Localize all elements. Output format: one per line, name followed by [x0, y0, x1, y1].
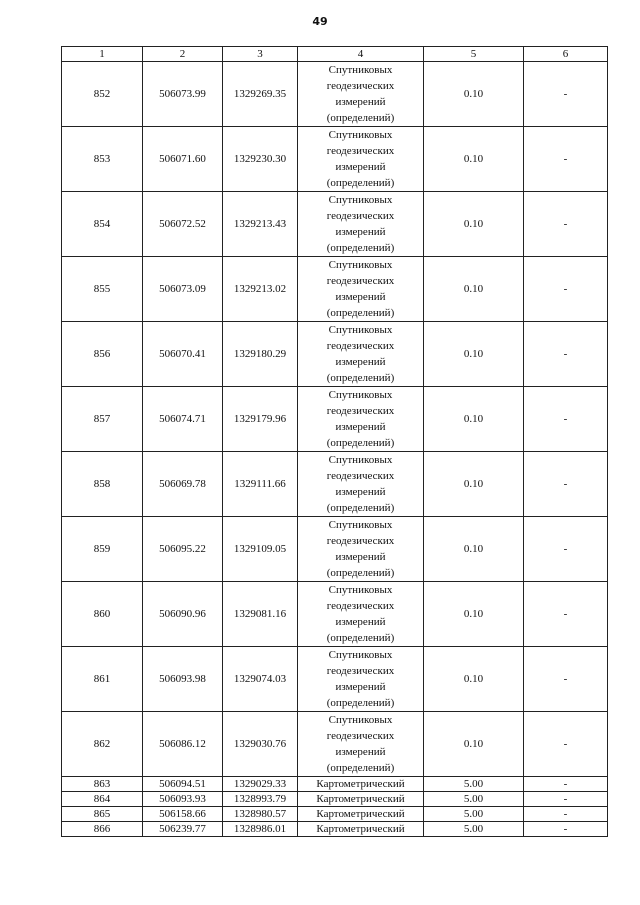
point-number-cell: 855: [62, 257, 143, 322]
table-row: [62, 792, 608, 807]
table-row: [62, 582, 608, 647]
point-number-cell: 861: [62, 647, 143, 712]
note-cell: -: [524, 322, 608, 387]
y-coordinate-cell: 1329111.66: [223, 452, 298, 517]
y-coordinate-cell: 1329213.02: [223, 257, 298, 322]
note-cell: -: [524, 822, 608, 837]
method-line: (определений): [326, 307, 395, 319]
method-line: (определений): [326, 697, 395, 709]
accuracy-cell: 0.10: [424, 192, 524, 257]
method-line: Спутниковых: [328, 194, 393, 206]
point-number-cell: 856: [62, 322, 143, 387]
method-cell: [298, 807, 424, 822]
method-line: (определений): [326, 372, 395, 384]
method-line: (определений): [326, 762, 395, 774]
point-number-cell: 862: [62, 712, 143, 777]
x-coordinate-cell: 506072.52: [143, 192, 223, 257]
accuracy-cell: 0.10: [424, 582, 524, 647]
method-line: Спутниковых: [328, 649, 393, 661]
x-coordinate-cell: 506239.77: [143, 822, 223, 837]
method-line: (определений): [326, 502, 395, 514]
y-coordinate-cell: 1329109.05: [223, 517, 298, 582]
method-line: (определений): [326, 112, 395, 124]
method-line: (определений): [326, 632, 395, 644]
y-coordinate-cell: 1329030.76: [223, 712, 298, 777]
y-coordinate-cell: 1329029.33: [223, 777, 298, 792]
note-cell: -: [524, 712, 608, 777]
point-number-cell: 865: [62, 807, 143, 822]
method-line: Картометрический: [316, 777, 405, 790]
table-row: [62, 517, 608, 582]
method-line: (определений): [326, 567, 395, 579]
accuracy-cell: 0.10: [424, 257, 524, 322]
header-cell: 1: [62, 47, 143, 62]
point-number-cell: 859: [62, 517, 143, 582]
method-cell: [298, 127, 424, 192]
method-line: Спутниковых: [328, 454, 393, 466]
x-coordinate-cell: 506070.41: [143, 322, 223, 387]
header-cell: 4: [298, 47, 424, 62]
method-line: (определений): [326, 177, 395, 189]
y-coordinate-cell: 1329180.29: [223, 322, 298, 387]
y-coordinate-cell: 1328986.01: [223, 822, 298, 837]
note-cell: -: [524, 517, 608, 582]
method-line: геодезических: [326, 535, 395, 547]
method-line: измерений: [335, 681, 386, 693]
point-number-cell: 863: [62, 777, 143, 792]
x-coordinate-cell: 506073.09: [143, 257, 223, 322]
header-row: [62, 47, 608, 62]
method-line: Спутниковых: [328, 389, 393, 401]
table-row: [62, 807, 608, 822]
accuracy-cell: 0.10: [424, 517, 524, 582]
method-line: измерений: [335, 746, 386, 758]
y-coordinate-cell: 1329269.35: [223, 62, 298, 127]
y-coordinate-cell: 1328993.79: [223, 792, 298, 807]
method-line: геодезических: [326, 470, 395, 482]
header-cell: 2: [143, 47, 223, 62]
table-row: [62, 127, 608, 192]
x-coordinate-cell: 506074.71: [143, 387, 223, 452]
x-coordinate-cell: 506094.51: [143, 777, 223, 792]
table-row: [62, 322, 608, 387]
method-line: Картометрический: [316, 822, 405, 835]
page-number: 49: [312, 15, 328, 28]
note-cell: -: [524, 62, 608, 127]
method-cell: [298, 647, 424, 712]
note-cell: -: [524, 777, 608, 792]
method-line: измерений: [335, 226, 386, 238]
accuracy-cell: 0.10: [424, 322, 524, 387]
method-cell: [298, 452, 424, 517]
method-cell: [298, 777, 424, 792]
method-line: Спутниковых: [328, 259, 393, 271]
method-line: измерений: [335, 356, 386, 368]
accuracy-cell: 0.10: [424, 712, 524, 777]
accuracy-cell: 5.00: [424, 822, 524, 837]
table-row: [62, 192, 608, 257]
header-cell: 3: [223, 47, 298, 62]
method-line: измерений: [335, 291, 386, 303]
point-number-cell: 866: [62, 822, 143, 837]
table-row: [62, 822, 608, 837]
method-cell: [298, 517, 424, 582]
accuracy-cell: 0.10: [424, 387, 524, 452]
method-line: Спутниковых: [328, 714, 393, 726]
method-cell: [298, 322, 424, 387]
accuracy-cell: 5.00: [424, 777, 524, 792]
method-line: (определений): [326, 242, 395, 254]
method-line: Спутниковых: [328, 519, 393, 531]
x-coordinate-cell: 506090.96: [143, 582, 223, 647]
method-line: геодезических: [326, 665, 395, 677]
note-cell: -: [524, 387, 608, 452]
x-coordinate-cell: 506093.93: [143, 792, 223, 807]
x-coordinate-cell: 506093.98: [143, 647, 223, 712]
y-coordinate-cell: 1329213.43: [223, 192, 298, 257]
x-coordinate-cell: 506158.66: [143, 807, 223, 822]
method-line: измерений: [335, 96, 386, 108]
note-cell: -: [524, 807, 608, 822]
method-line: геодезических: [326, 405, 395, 417]
table-row: [62, 62, 608, 127]
accuracy-cell: 0.10: [424, 452, 524, 517]
method-line: Спутниковых: [328, 129, 393, 141]
method-line: Картометрический: [316, 792, 405, 805]
point-number-cell: 858: [62, 452, 143, 517]
method-line: Спутниковых: [328, 64, 393, 76]
method-line: геодезических: [326, 600, 395, 612]
table-row: [62, 387, 608, 452]
point-number-cell: 864: [62, 792, 143, 807]
note-cell: -: [524, 792, 608, 807]
header-cell: 6: [524, 47, 608, 62]
method-cell: [298, 62, 424, 127]
note-cell: -: [524, 582, 608, 647]
method-line: геодезических: [326, 275, 395, 287]
method-line: геодезических: [326, 730, 395, 742]
accuracy-cell: 0.10: [424, 127, 524, 192]
accuracy-cell: 0.10: [424, 62, 524, 127]
table-body: [62, 62, 608, 837]
method-cell: [298, 822, 424, 837]
note-cell: -: [524, 452, 608, 517]
method-line: Картометрический: [316, 807, 405, 820]
point-number-cell: 860: [62, 582, 143, 647]
point-number-cell: 854: [62, 192, 143, 257]
table-row: [62, 647, 608, 712]
x-coordinate-cell: 506086.12: [143, 712, 223, 777]
coordinates-table: [61, 46, 608, 837]
y-coordinate-cell: 1329081.16: [223, 582, 298, 647]
method-line: измерений: [335, 421, 386, 433]
y-coordinate-cell: 1329230.30: [223, 127, 298, 192]
accuracy-cell: 0.10: [424, 647, 524, 712]
point-number-cell: 857: [62, 387, 143, 452]
method-line: измерений: [335, 161, 386, 173]
method-cell: [298, 792, 424, 807]
note-cell: -: [524, 192, 608, 257]
method-cell: [298, 387, 424, 452]
y-coordinate-cell: 1329179.96: [223, 387, 298, 452]
accuracy-cell: 5.00: [424, 792, 524, 807]
x-coordinate-cell: 506071.60: [143, 127, 223, 192]
note-cell: -: [524, 127, 608, 192]
point-number-cell: 852: [62, 62, 143, 127]
method-line: геодезических: [326, 210, 395, 222]
accuracy-cell: 5.00: [424, 807, 524, 822]
method-cell: [298, 192, 424, 257]
method-line: измерений: [335, 486, 386, 498]
note-cell: -: [524, 257, 608, 322]
table-row: [62, 777, 608, 792]
method-line: Спутниковых: [328, 584, 393, 596]
method-line: Спутниковых: [328, 324, 393, 336]
note-cell: -: [524, 647, 608, 712]
method-cell: [298, 712, 424, 777]
x-coordinate-cell: 506095.22: [143, 517, 223, 582]
x-coordinate-cell: 506073.99: [143, 62, 223, 127]
point-number-cell: 853: [62, 127, 143, 192]
method-line: геодезических: [326, 145, 395, 157]
x-coordinate-cell: 506069.78: [143, 452, 223, 517]
y-coordinate-cell: 1328980.57: [223, 807, 298, 822]
method-line: измерений: [335, 551, 386, 563]
method-line: геодезических: [326, 340, 395, 352]
header-cell: 5: [424, 47, 524, 62]
y-coordinate-cell: 1329074.03: [223, 647, 298, 712]
method-line: измерений: [335, 616, 386, 628]
method-cell: [298, 257, 424, 322]
method-line: (определений): [326, 437, 395, 449]
method-line: геодезических: [326, 80, 395, 92]
table-row: [62, 452, 608, 517]
method-cell: [298, 582, 424, 647]
table-row: [62, 712, 608, 777]
table-row: [62, 257, 608, 322]
